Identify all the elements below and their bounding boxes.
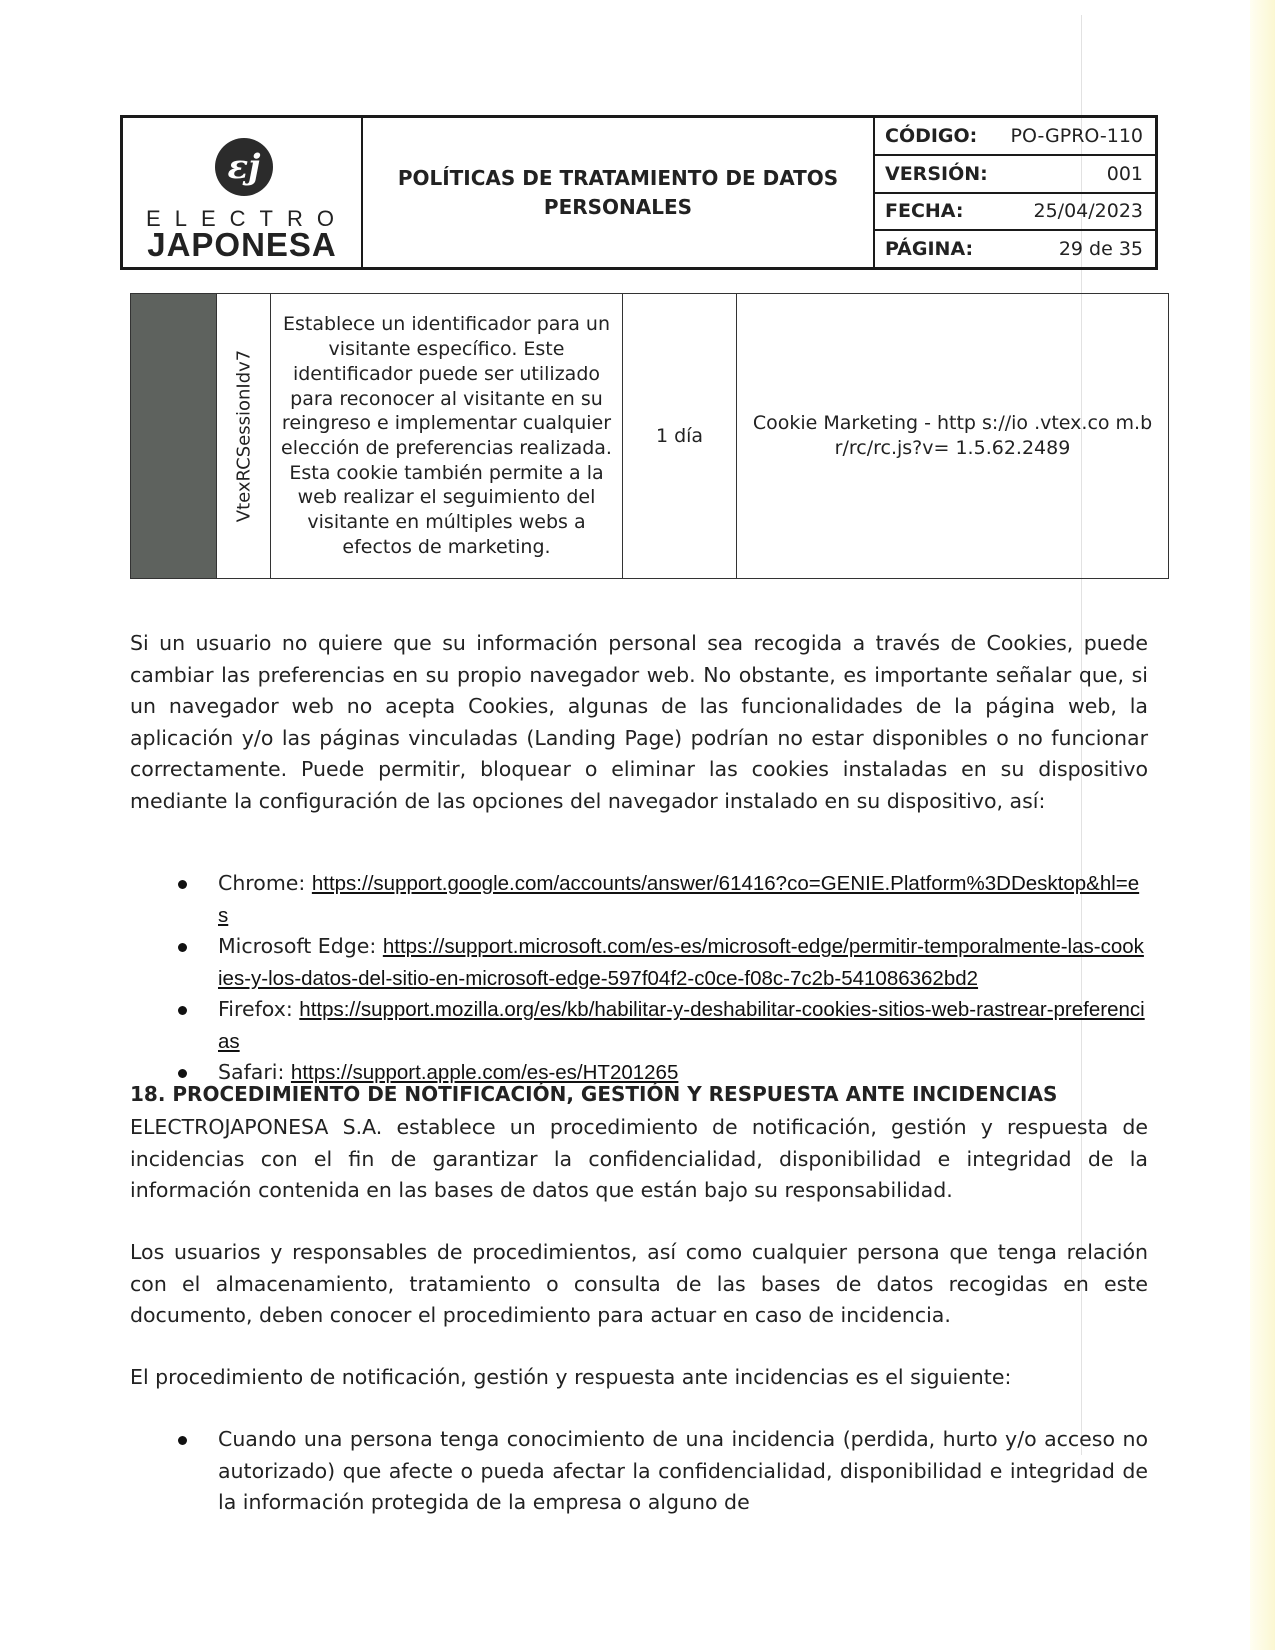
meta-version <box>875 156 1155 194</box>
logo-text-japonesa: JAPONESA <box>147 226 337 263</box>
safari-link[interactable]: https://support.apple.com/es-es/HT201265 <box>290 1061 679 1084</box>
firefox-link[interactable]: https://support.mozilla.org/es/kb/habilitar-y-deshabilitar-cookies-sitios-web-rastrear-preferencias <box>218 998 1145 1053</box>
meta-label: VERSIÓN: <box>885 162 988 185</box>
browser-label: Microsoft Edge: <box>218 934 377 958</box>
meta-value: 25/04/2023 <box>1033 200 1143 223</box>
bullet-icon <box>178 1006 187 1015</box>
meta-codigo <box>875 118 1155 156</box>
list-item <box>130 994 1148 1057</box>
cookie-description: Establece un identificador para un visitante específico. Este identificador puede ser utilizado para reconocer al visitante en su reingreso e implementar cualquier elección de preferencias realizada. Esta cookie también permite a la web realizar el seguimiento del visitante en múltiples webs a efectos de marketing. <box>271 294 623 579</box>
meta-label: PÁGINA: <box>885 238 974 261</box>
browser-label: Chrome: <box>218 871 306 895</box>
cookie-row-shading <box>131 294 217 579</box>
table-row <box>131 294 1169 579</box>
document-meta <box>873 118 1155 267</box>
bullet-icon <box>178 1436 187 1445</box>
browser-list <box>130 868 1148 1089</box>
meta-value: PO-GPRO-110 <box>1010 124 1143 147</box>
browser-label: Safari: <box>218 1060 285 1084</box>
document-title: POLÍTICAS DE TRATAMIENTO DE DATOS PERSONALES <box>397 165 839 219</box>
cookies-paragraph: Si un usuario no quiere que su información personal sea recogida a través de Cookies, puede cambiar las preferencias en su propio navegador web. No obstante, es importante señalar que, si un navegador web no acepta Cookies, algunas de las funcionalidades de la página web, la aplicación y/o las páginas vinculadas (Landing Page) podrían no estar disponibles o no funcionar correctamente. Puede permitir, bloquear o eliminar las cookies instaladas en su dispositivo mediante la configuración de las opciones del navegador instalado en su dispositivo, así: <box>130 631 1148 813</box>
company-logo <box>123 118 363 267</box>
cookie-name: VtexRCSessionIdv7 <box>233 349 254 523</box>
section-heading: 18. PROCEDIMIENTO DE NOTIFICACIÓN, GESTIÓN Y RESPUESTA ANTE INCIDENCIAS <box>130 1082 1058 1106</box>
procedure-list <box>130 1424 1148 1519</box>
bullet-icon <box>178 943 187 952</box>
cookie-type: Cookie Marketing - http s://io .vtex.co m.b r/rc/rc.js?v= 1.5.62.2489 <box>737 294 1169 579</box>
procedure-step: Cuando una persona tenga conocimiento de una incidencia (perdida, hurto y/o acceso no autorizado) que afecte o pueda afectar la confidencialidad, disponibilidad e integridad de la información protegida de la empresa o alguno de <box>218 1427 1148 1514</box>
section-paragraph-2: Los usuarios y responsables de procedimientos, así como cualquier persona que tenga relación con el almacenamiento, tratamiento o consulta de las bases de datos recogidas en este documento, deben conocer el procedimiento para actuar en caso de incidencia. <box>130 1240 1148 1327</box>
section-paragraph-3: El procedimiento de notificación, gestión y respuesta ante incidencias es el siguiente: <box>130 1365 1012 1389</box>
document-header <box>120 115 1158 270</box>
logo-text-electro: ELECTRO <box>146 206 348 231</box>
cookie-duration: 1 día <box>623 294 737 579</box>
meta-pagina <box>875 231 1155 267</box>
page-edge-tint <box>1250 0 1275 1650</box>
logo-mark-icon: ɛj <box>215 138 273 196</box>
meta-value: 001 <box>1106 162 1143 185</box>
cookie-table <box>130 293 1169 579</box>
list-item <box>130 1424 1148 1519</box>
meta-value: 29 de 35 <box>1058 238 1143 261</box>
chrome-link[interactable]: https://support.google.com/accounts/answer/61416?co=GENIE.Platform%3DDesktop&hl=es <box>218 872 1140 927</box>
list-item <box>130 931 1148 994</box>
list-item <box>130 868 1148 931</box>
meta-label: CÓDIGO: <box>885 124 978 147</box>
meta-label: FECHA: <box>885 200 964 223</box>
bullet-icon <box>178 1069 187 1078</box>
meta-fecha <box>875 194 1155 232</box>
edge-link[interactable]: https://support.microsoft.com/es-es/microsoft-edge/permitir-temporalmente-las-cookies-y-los-datos-del-sitio-en-microsoft-edge-597f04f2-c0ce-f08c-7c2b-541086362bd2 <box>218 935 1144 990</box>
cookie-name-cell <box>217 294 271 579</box>
section-paragraph-1: ELECTROJAPONESA S.A. establece un procedimiento de notificación, gestión y respuesta de incidencias con el fin de garantizar la confidencialidad, disponibilidad e integridad de la información contenida en las bases de datos que están bajo su responsabilidad. <box>130 1115 1148 1202</box>
browser-label: Firefox: <box>218 997 293 1021</box>
bullet-icon <box>178 880 187 889</box>
